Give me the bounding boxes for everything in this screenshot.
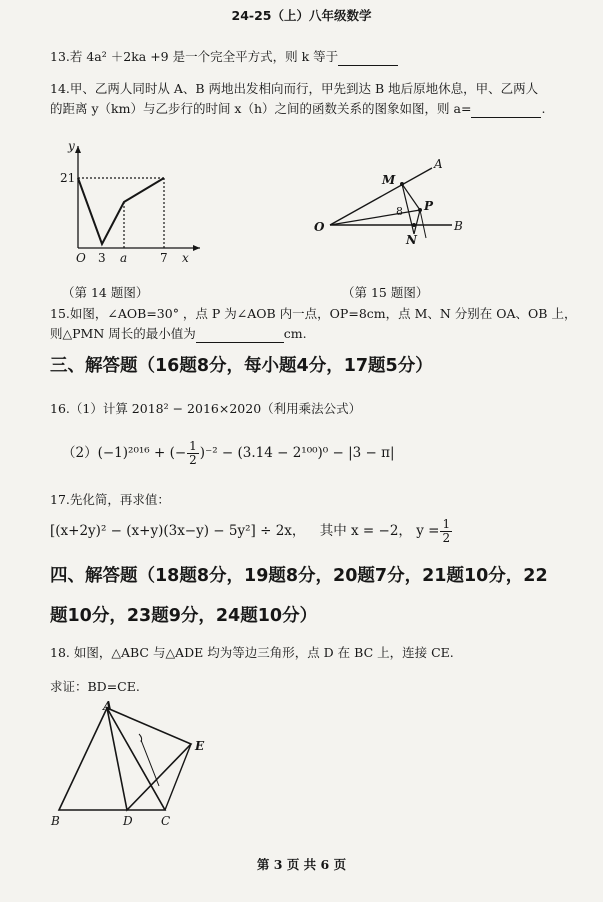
- q17-condition: 其中 x = −2， y =: [319, 523, 440, 539]
- q17-expr: [(x+2y)² − (x+y)(3x−y) − 5y²] ÷ 2x，: [50, 523, 306, 539]
- q17-fraction-numerator: 1: [442, 517, 451, 531]
- q16-part2-label: （2）: [62, 445, 98, 461]
- segment-mn: [402, 184, 414, 234]
- q17-fraction-denominator: 2: [442, 531, 451, 545]
- y-axis-label: y: [68, 139, 75, 153]
- handwritten-8: 8: [396, 205, 403, 218]
- question-13: [50, 48, 398, 66]
- q16-fraction-numerator: 1: [189, 439, 197, 453]
- figure-15-angle: [310, 150, 480, 250]
- angle-mark: [139, 734, 142, 742]
- triangle-abc: [59, 708, 165, 810]
- y-axis-arrow: [75, 146, 81, 153]
- question-14-line2: 的距离 y（km）与乙步行的时间 x（h）之间的函数关系的图象如图，则 a= .: [50, 101, 546, 116]
- q14-line2-text: 的距离 y（km）与乙步行的时间 x（h）之间的函数关系的图象如图，则 a=: [50, 101, 472, 116]
- segment-pn: [414, 210, 420, 234]
- point-n: [412, 223, 416, 227]
- figure-14-graph: [50, 138, 210, 268]
- question-14-line1: 14.甲、乙两人同时从 A、B 两地出发相向而行，甲先到达 B 地后原地休息，甲、乙两人: [50, 81, 539, 96]
- q17-fraction: [440, 518, 452, 545]
- segment-ac: [107, 708, 165, 810]
- label-c: C: [161, 814, 171, 828]
- q13-answer-blank: [338, 65, 398, 66]
- graph-polyline: [78, 178, 164, 244]
- x-axis-arrow: [193, 245, 200, 251]
- label-m: M: [382, 173, 396, 187]
- page-header: 24-25（上）八年级数学: [231, 8, 372, 23]
- q16-fraction: [187, 440, 199, 467]
- tick-21: 21: [60, 171, 76, 185]
- q15-answer-blank: [196, 342, 284, 343]
- q14-answer-blank: [471, 117, 541, 118]
- label-a: A: [434, 157, 443, 171]
- figure-14-caption: （第 14 题图）: [62, 285, 149, 300]
- q16-part2-expr-b: )⁻² − (3.14 − 2¹⁰⁰)⁰ − |3 − π|: [199, 445, 395, 461]
- triangle-ade: [107, 708, 191, 810]
- q13-text: 13.若 4a² ＋2ka +9 是一个完全平方式，则 k 等于: [50, 49, 339, 64]
- label-b: B: [51, 814, 60, 828]
- q15-line2-text: 则△PMN 周长的最小值为: [50, 326, 196, 341]
- auxiliary-line: [141, 740, 159, 786]
- point-m: [400, 182, 404, 186]
- figure-18-triangles: [45, 698, 220, 833]
- label-o: O: [314, 220, 325, 234]
- figure-15-caption: （第 15 题图）: [342, 285, 429, 300]
- question-18-statement: 18. 如图，△ABC 与△ADE 均为等边三角形，点 D 在 BC 上，连接 CE.: [50, 645, 454, 660]
- q16-part2-expr-a: (−1)²⁰¹⁶ + (−: [97, 445, 187, 461]
- question-17-expression: [50, 518, 453, 545]
- tick-7: 7: [160, 251, 168, 265]
- segment-ce: [165, 744, 191, 810]
- reflection-line: [420, 210, 426, 238]
- section-4-heading-line1: 四、解答题（18题8分，19题8分，20题7分，21题10分，22: [50, 566, 548, 586]
- question-16-part2: [62, 440, 395, 467]
- label-e: E: [195, 739, 205, 753]
- question-16-part1: 16.（1）计算 2018² − 2016×2020（利用乘法公式）: [50, 401, 362, 416]
- tick-3: 3: [98, 251, 106, 265]
- label-p: P: [424, 199, 434, 213]
- question-18-prove: 求证：BD=CE.: [50, 679, 140, 694]
- point-p: [418, 208, 422, 212]
- question-17-title: 17.先化简，再求值：: [50, 492, 170, 507]
- tick-a: a: [120, 251, 128, 265]
- label-d: D: [123, 814, 133, 828]
- label-a: A: [103, 699, 113, 713]
- origin-label: O: [76, 251, 86, 265]
- page-footer: 第 3 页 共 6 页: [256, 857, 347, 872]
- question-15-line1: 15.如图，∠AOB=30° ，点 P 为∠AOB 内一点，OP=8cm，点 M、N 分别在 OA、OB 上，: [50, 306, 577, 321]
- question-15-line2: [50, 325, 307, 343]
- q15-unit: cm.: [283, 326, 307, 341]
- label-n: N: [406, 233, 417, 247]
- section-3-heading: 三、解答题（16题8分，每小题4分，17题5分）: [50, 356, 433, 376]
- q16-fraction-denominator: 2: [189, 453, 197, 467]
- label-b: B: [454, 219, 463, 233]
- section-4-heading-line2: 题10分，23题9分，24题10分）: [50, 606, 318, 626]
- x-axis-label: x: [182, 251, 189, 265]
